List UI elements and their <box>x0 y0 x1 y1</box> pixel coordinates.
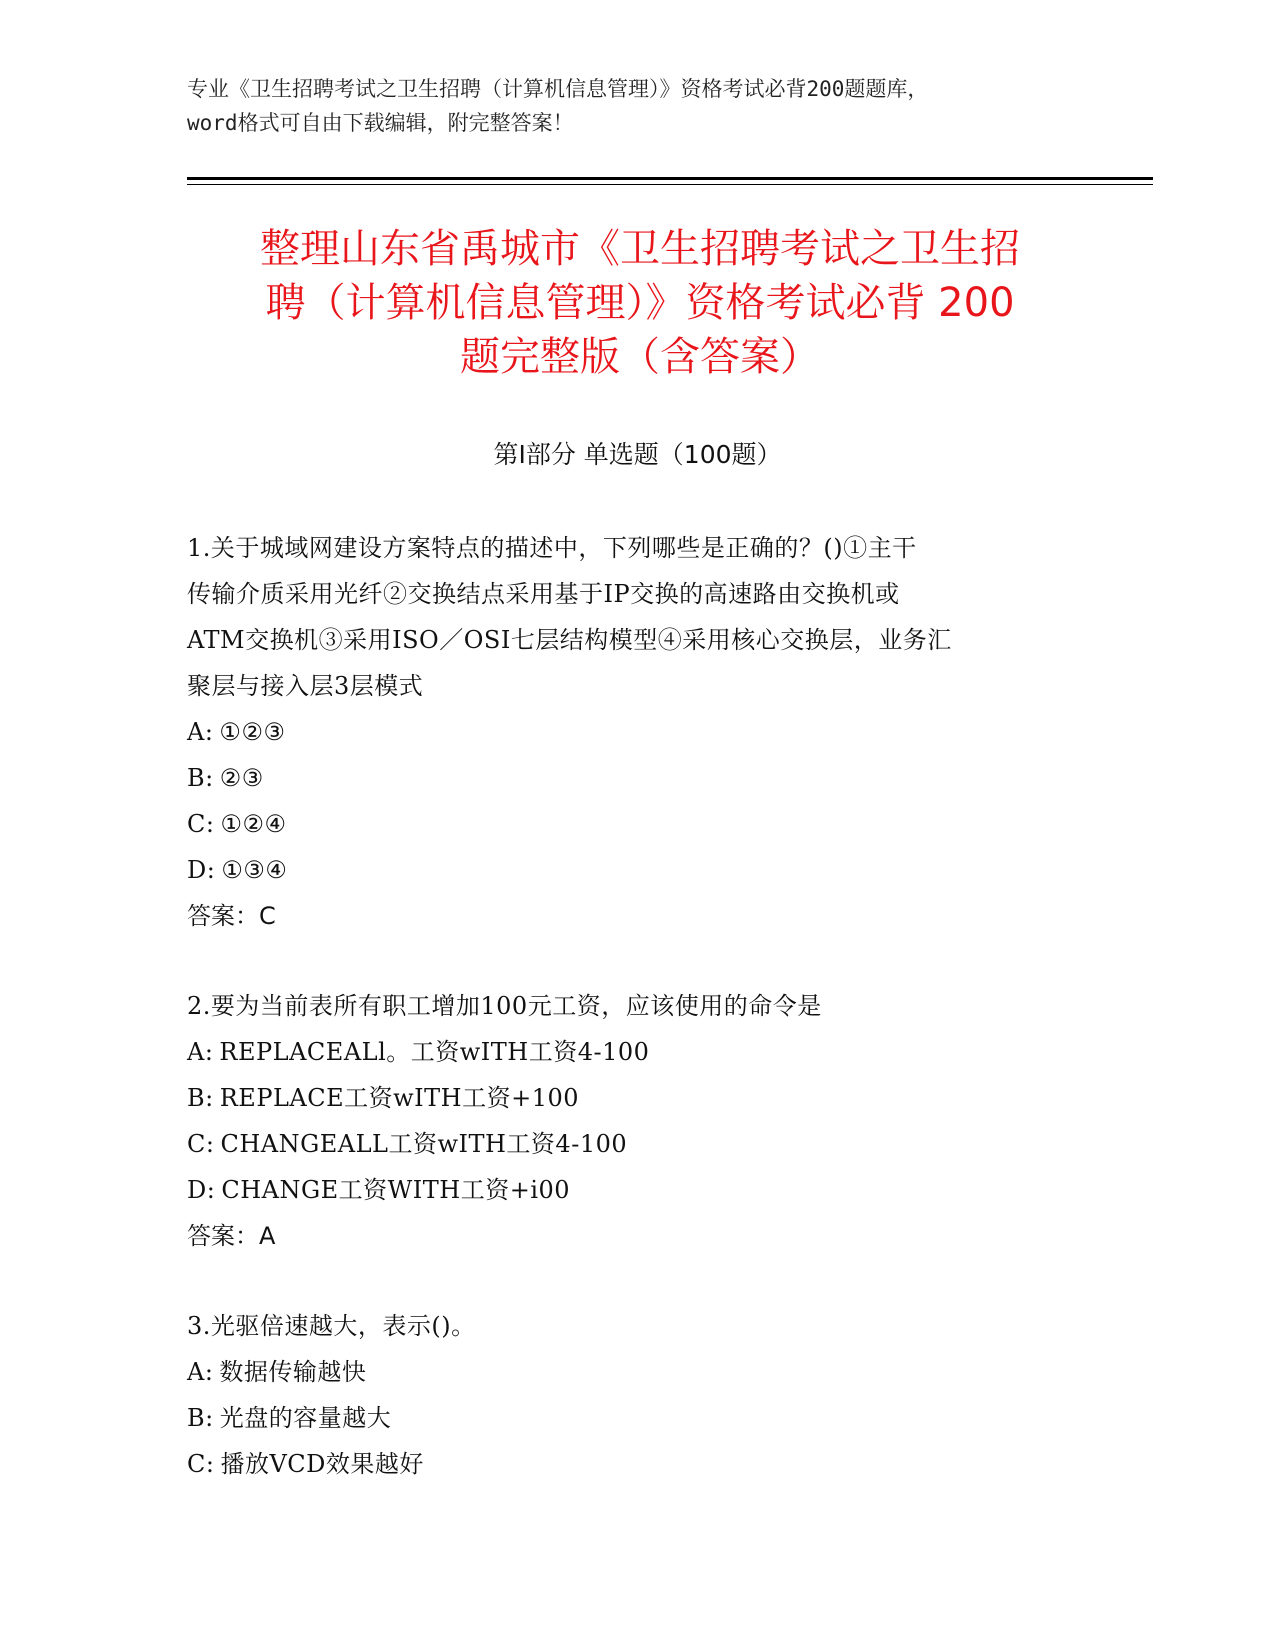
option-text: 播放VCD效果越好 <box>220 1450 424 1478</box>
option-letter: B: <box>187 1084 214 1112</box>
question-list <box>187 525 1067 1531</box>
question-2-stem <box>187 983 1067 1029</box>
question-3-stem <box>187 1303 1067 1349</box>
document-title <box>170 222 1110 384</box>
option-letter: A: <box>187 1038 214 1066</box>
question-2-answer: 答案：A <box>187 1222 276 1250</box>
option-letter: C: <box>187 1130 215 1158</box>
document-title-line-1: 整理山东省禹城市《卫生招聘考试之卫生招 <box>260 226 1020 272</box>
question-2-option-c <box>187 1121 1067 1167</box>
option-letter: A: <box>187 1358 214 1386</box>
question-2 <box>187 983 1067 1259</box>
option-text: 光盘的容量越大 <box>219 1404 392 1432</box>
option-text: CHANGEALL工资wITH工资4-100 <box>220 1130 628 1158</box>
header-note <box>187 72 1087 140</box>
option-letter: D: <box>187 856 216 884</box>
option-letter: C: <box>187 810 215 838</box>
question-stem-line: 传输介质采用光纤②交换结点采用基于IP交换的高速路由交换机或 <box>187 580 900 608</box>
question-1-option-c <box>187 801 1067 847</box>
option-text: 数据传输越快 <box>219 1358 367 1386</box>
option-text: ②③ <box>219 764 264 792</box>
document-title-line-2: 聘（计算机信息管理）》资格考试必背 200 <box>265 280 1015 326</box>
question-3-option-b <box>187 1395 1067 1441</box>
question-1 <box>187 525 1067 939</box>
header-divider-thin <box>187 184 1153 185</box>
document-title-line-3: 题完整版（含答案） <box>460 334 820 380</box>
question-3 <box>187 1303 1067 1487</box>
question-1-option-d <box>187 847 1067 893</box>
option-letter: D: <box>187 1176 216 1204</box>
question-2-option-a <box>187 1029 1067 1075</box>
header-note-line-1: 专业《卫生招聘考试之卫生招聘（计算机信息管理）》资格考试必背200题题库， <box>187 77 929 101</box>
option-text: ①③④ <box>221 856 288 884</box>
option-letter: C: <box>187 1450 215 1478</box>
option-text: CHANGE工资WITH工资+i00 <box>221 1176 571 1204</box>
question-2-option-b <box>187 1075 1067 1121</box>
question-stem-line: 2.要为当前表所有职工增加100元工资，应该使用的命令是 <box>187 992 822 1020</box>
section-title: 第Ⅰ部分 单选题（100题） <box>493 440 782 469</box>
option-letter: A: <box>187 718 214 746</box>
option-letter: B: <box>187 764 214 792</box>
question-1-answer: 答案：C <box>187 902 276 930</box>
question-stem-line: ATM交换机③采用ISO／OSI七层结构模型④采用核心交换层，业务汇 <box>187 626 952 654</box>
header-divider-thick <box>187 177 1153 180</box>
option-text: ①②③ <box>219 718 286 746</box>
option-text: REPLACE工资wITH工资+100 <box>219 1084 580 1112</box>
option-text: REPLACEALl。工资wITH工资4-100 <box>219 1038 650 1066</box>
question-1-option-b <box>187 755 1067 801</box>
question-2-option-d <box>187 1167 1067 1213</box>
question-3-option-a <box>187 1349 1067 1395</box>
question-1-stem <box>187 525 1067 709</box>
question-stem-line: 聚层与接入层3层模式 <box>187 672 424 700</box>
option-text: ①②④ <box>220 810 287 838</box>
question-stem-line: 1.关于城域网建设方案特点的描述中，下列哪些是正确的？()①主干 <box>187 534 917 562</box>
question-stem-line: 3.光驱倍速越大，表示()。 <box>187 1312 476 1340</box>
question-1-option-a <box>187 709 1067 755</box>
option-letter: B: <box>187 1404 214 1432</box>
question-3-option-c <box>187 1441 1067 1487</box>
header-note-line-2: word格式可自由下载编辑，附完整答案！ <box>187 111 574 135</box>
